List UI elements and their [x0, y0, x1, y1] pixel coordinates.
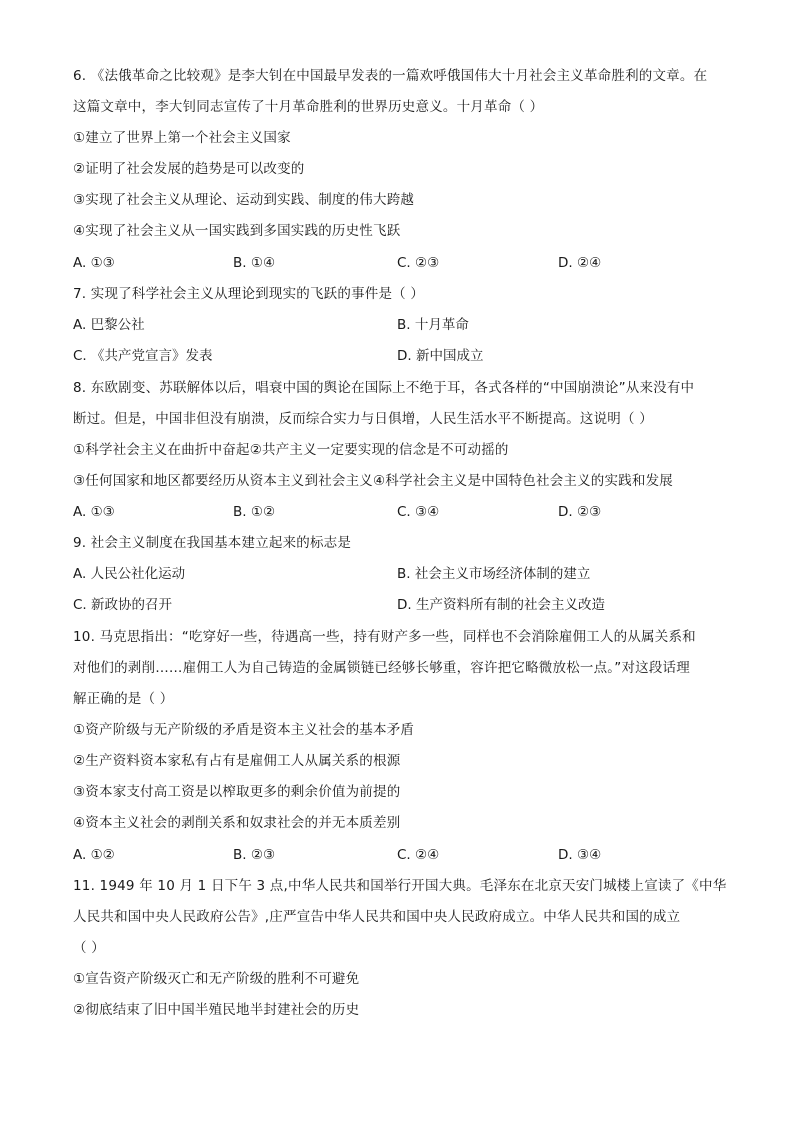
- q6-option-c: C. ②③: [397, 255, 440, 271]
- q10-option-b: B. ②③: [233, 847, 276, 863]
- q8-stem-line-2: 断过。但是，中国非但没有崩溃，反而综合实力与日俱增，人民生活水平不断提高。这说明（ ）: [73, 411, 653, 427]
- q8-statement-1: ①科学社会主义在曲折中奋起②共产主义一定要实现的信念是不可动摇的: [73, 442, 509, 458]
- q10-statement-4: ④资本主义社会的剥削关系和奴隶社会的并无本质差别: [73, 815, 401, 831]
- q9-option-a: A. 人民公社化运动: [73, 566, 186, 582]
- q11-stem-line-2: 人民共和国中央人民政府公告》,庄严宣告中华人民共和国中央人民政府成立。中华人民共和国的成立: [73, 909, 681, 925]
- q9-option-d: D. 生产资料所有制的社会主义改造: [397, 597, 605, 613]
- q7-option-d: D. 新中国成立: [397, 348, 484, 364]
- q11-statement-1: ①宣告资产阶级灭亡和无产阶级的胜利不可避免: [73, 971, 360, 987]
- q6-statement-2: ②证明了社会发展的趋势是可以改变的: [73, 161, 305, 177]
- q6-statement-3: ③实现了社会主义从理论、运动到实践、制度的伟大跨越: [73, 192, 415, 208]
- q6-option-a: A. ①③: [73, 255, 115, 271]
- q6-statement-4: ④实现了社会主义从一国实践到多国实践的历史性飞跃: [73, 223, 401, 239]
- q7-option-c: C. 《共产党宣言》发表: [73, 348, 213, 364]
- q6-option-d: D. ②④: [558, 255, 602, 271]
- q10-option-a: A. ①②: [73, 847, 115, 863]
- q8-option-d: D. ②③: [558, 504, 602, 520]
- q10-option-c: C. ②④: [397, 847, 440, 863]
- q10-stem-line-3: 解正确的是（ ）: [73, 691, 174, 707]
- q6-stem-line-2: 这篇文章中，李大钊同志宣传了十月革命胜利的世界历史意义。十月革命（ ）: [73, 99, 544, 115]
- q7-option-b: B. 十月革命: [397, 317, 469, 333]
- q10-stem-line-2: 对他们的剥削……雇佣工人为自己铸造的金属锁链已经够长够重，容许把它略微放松一点。”对这段话理: [73, 660, 690, 676]
- q7-stem-line-1: 7. 实现了科学社会主义从理论到现实的飞跃的事件是（ ）: [73, 286, 425, 302]
- q10-statement-3: ③资本家支付高工资是以榨取更多的剩余价值为前提的: [73, 784, 401, 800]
- q6-option-b: B. ①④: [233, 255, 276, 271]
- q10-statement-2: ②生产资料资本家私有占有是雇佣工人从属关系的根源: [73, 753, 401, 769]
- q11-stem-line-3: （ ）: [73, 940, 105, 956]
- q10-statement-1: ①资产阶级与无产阶级的矛盾是资本主义社会的基本矛盾: [73, 722, 415, 738]
- q7-option-a: A. 巴黎公社: [73, 317, 145, 333]
- q11-statement-2: ②彻底结束了旧中国半殖民地半封建社会的历史: [73, 1002, 360, 1018]
- q9-option-c: C. 新政协的召开: [73, 597, 173, 613]
- q6-stem-line-1: 6. 《法俄革命之比较观》是李大钊在中国最早发表的一篇欢呼俄国伟大十月社会主义革命胜利的文章。在: [73, 68, 708, 84]
- q10-stem-line-1: 10. 马克思指出：“吃穿好一些，待遇高一些，持有财产多一些，同样也不会消除雇佣工人的从属关系和: [73, 629, 696, 645]
- q8-stem-line-1: 8. 东欧剧变、苏联解体以后，唱衰中国的舆论在国际上不绝于耳，各式各样的“中国崩溃论”从来没有中: [73, 380, 695, 396]
- q9-option-b: B. 社会主义市场经济体制的建立: [397, 566, 591, 582]
- q9-stem-line-1: 9. 社会主义制度在我国基本建立起来的标志是: [73, 535, 352, 551]
- q8-option-a: A. ①③: [73, 504, 115, 520]
- q11-stem-line-1: 11. 1949 年 10 月 1 日下午 3 点,中华人民共和国举行开国大典。毛泽东在北京天安门城楼上宣读了《中华: [73, 878, 727, 894]
- q8-statement-2: ③任何国家和地区都要经历从资本主义到社会主义④科学社会主义是中国特色社会主义的实践和发展: [73, 473, 674, 489]
- q6-statement-1: ①建立了世界上第一个社会主义国家: [73, 130, 291, 146]
- q8-option-b: B. ①②: [233, 504, 276, 520]
- q10-option-d: D. ③④: [558, 847, 602, 863]
- q8-option-c: C. ③④: [397, 504, 440, 520]
